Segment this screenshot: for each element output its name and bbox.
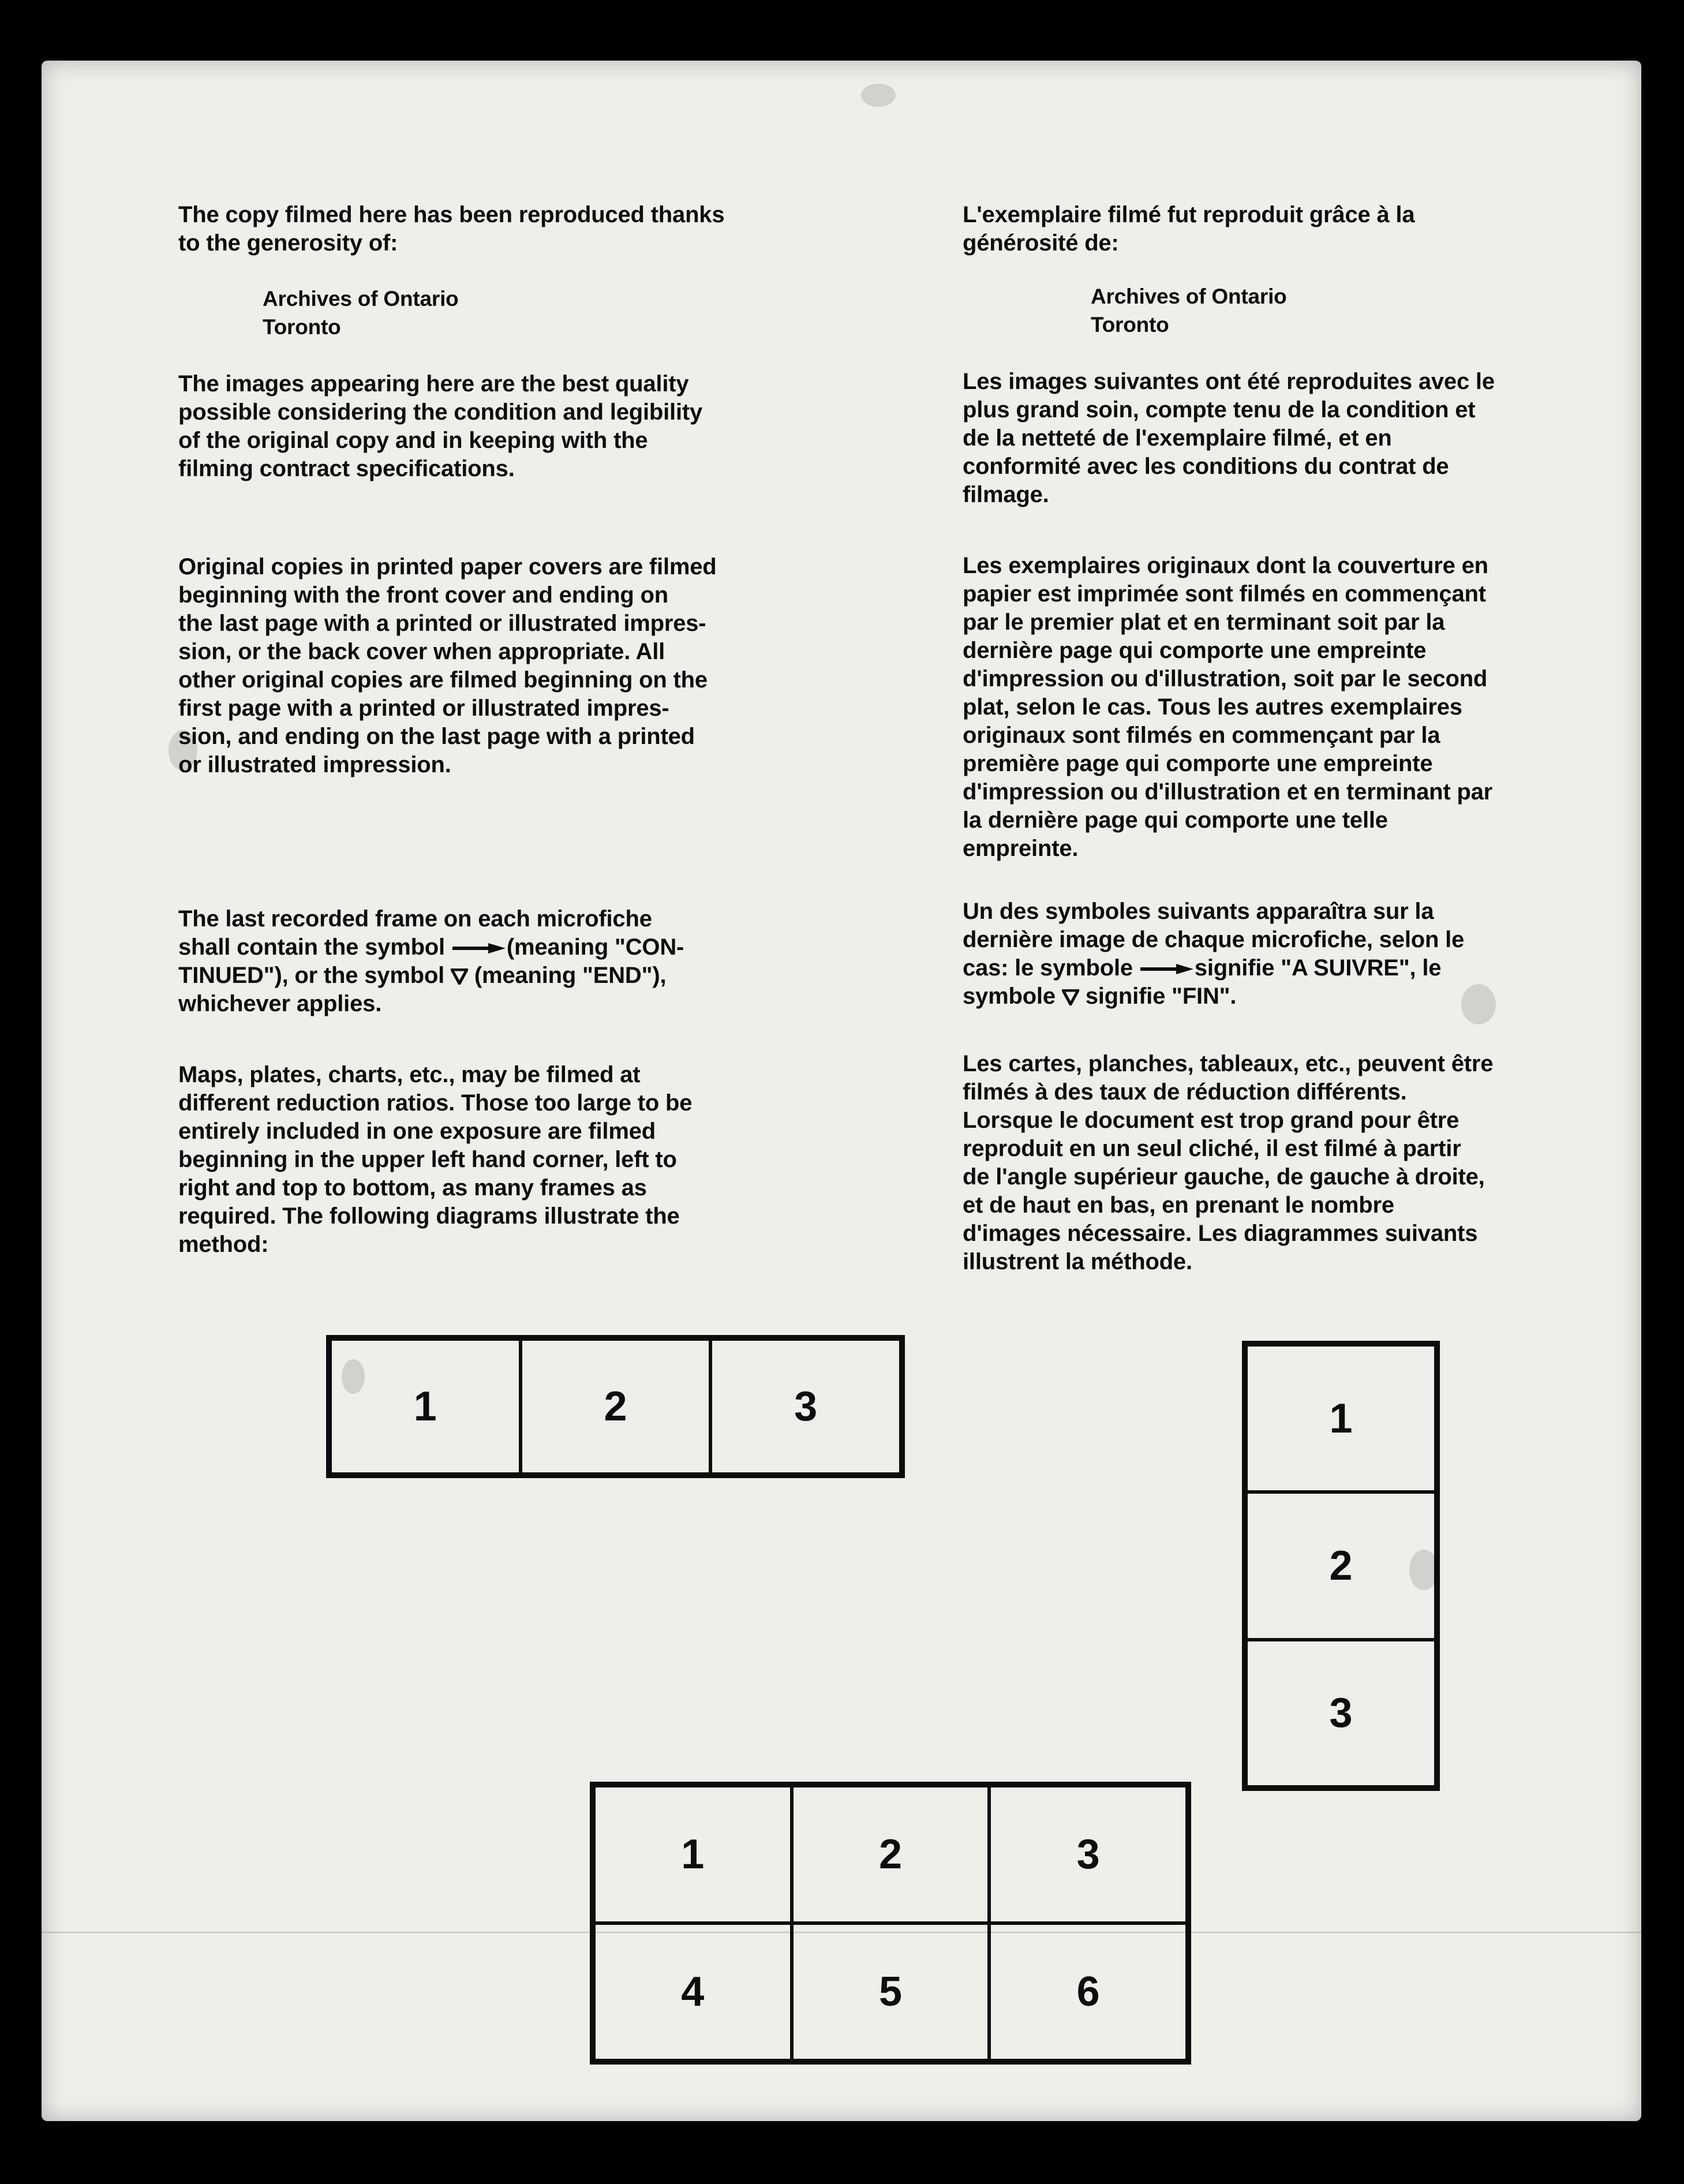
french-column xyxy=(963,201,1615,1276)
french-symbols-text-2: signifie "A SUIVRE", le symbole xyxy=(963,955,1442,1009)
film-speck xyxy=(169,730,197,771)
diagram-frame: 1 xyxy=(330,1339,521,1474)
inverted-triangle-icon xyxy=(1062,989,1079,1005)
film-speck xyxy=(861,84,896,107)
right-arrow-icon xyxy=(1139,963,1195,975)
diagram-six-frames xyxy=(590,1782,1191,2065)
diagram-frame: 6 xyxy=(989,1923,1187,2060)
diagram-frame: 2 xyxy=(1246,1492,1436,1639)
english-intro: The copy filmed here has been reproduced thanks to the generosity of: xyxy=(178,202,725,256)
diagram-horizontal-three-frames xyxy=(326,1335,905,1478)
diagram-frame: 3 xyxy=(1246,1640,1436,1787)
diagram-frame: 3 xyxy=(710,1339,901,1474)
diagram-frame: 1 xyxy=(594,1786,792,1923)
english-address-line-1: Archives of Ontario xyxy=(263,287,459,311)
film-speck xyxy=(1409,1550,1438,1590)
french-symbols-text-3: signifie "FIN". xyxy=(1079,983,1237,1009)
english-column xyxy=(178,201,888,1259)
diagram-frame: 5 xyxy=(792,1923,990,2060)
english-maps-paragraph: Maps, plates, charts, etc., may be filmed at different reduction ratios. Those too large to be entirely included in one exposure are filmed beginning in the upper left hand corner, left to right and top to bottom, as many frames as required. The following diagrams illustrate the method: xyxy=(178,1062,693,1257)
english-quality-paragraph: The images appearing here are the best quality possible considering the condition and legibility of the original copy and in keeping with the filming contract specifications. xyxy=(178,371,703,481)
english-covers-paragraph: Original copies in printed paper covers are filmed beginning with the front cover and ending on the last page with a printed or illustrated impres- sion, or the back cover when appropriate. All other original copies are filmed beginning on the first page with a printed or illustrated impres- sion, and ending on the last page with a printed or illustrated impression. xyxy=(178,554,717,777)
french-symbols-paragraph xyxy=(963,897,1615,1011)
diagram-frame: 2 xyxy=(792,1786,990,1923)
diagram-frame: 3 xyxy=(989,1786,1187,1923)
french-intro: L'exemplaire filmé fut reproduit grâce à la générosité de: xyxy=(963,202,1415,256)
diagram-frame: 4 xyxy=(594,1923,792,2060)
diagram-frame: 2 xyxy=(521,1339,711,1474)
inverted-triangle-icon xyxy=(451,968,468,985)
microfiche-target-page xyxy=(42,61,1641,2121)
english-symbols-text-2: (meaning "CON- TINUED"), or the symbol xyxy=(178,934,684,988)
french-quality-paragraph: Les images suivantes ont été reproduites avec le plus grand soin, compte tenu de la condition et de la netteté de l'exemplaire filmé, et en conformité avec les conditions du contrat de filmage. xyxy=(963,369,1495,507)
french-symbols-text-1: Un des symboles suivants apparaîtra sur la dernière image de chaque microfiche, selon le cas: le symbole xyxy=(963,899,1465,981)
english-symbols-text-1: The last recorded frame on each microfiche shall contain the symbol xyxy=(178,906,652,960)
french-address-line-2: Toronto xyxy=(1091,313,1169,336)
french-covers-paragraph: Les exemplaires originaux dont la couverture en papier est imprimée sont filmés en commençant par le premier plat et en terminant soit par la dernière page qui comporte une empreinte d'impression ou d'illustration, soit par le second plat, selon le cas. Tous les autres exemplaires originaux sont filmés en commençant par la première page qui comporte une empreinte d'impression ou d'illustration et en terminant par la dernière page qui comporte une telle empreinte. xyxy=(963,553,1493,861)
french-maps-paragraph: Les cartes, planches, tableaux, etc., peuvent être filmés à des taux de réduction différents. Lorsque le document est trop grand pour être reproduit en un seul cliché, il est filmé à partir de l'angle supérieur gauche, de gauche à droite, et de haut en bas, en prenant le nombre d'images nécessaire. Les diagrammes suivants illustrent la méthode. xyxy=(963,1051,1494,1274)
film-speck xyxy=(1461,984,1496,1024)
english-symbols-text-3: (meaning "END"), whichever applies. xyxy=(178,963,667,1016)
right-arrow-icon xyxy=(451,943,507,954)
english-symbols-paragraph xyxy=(178,905,888,1018)
english-address-line-2: Toronto xyxy=(263,315,341,339)
film-speck xyxy=(342,1359,365,1394)
french-address-line-1: Archives of Ontario xyxy=(1091,285,1287,308)
diagram-frame: 1 xyxy=(1246,1345,1436,1492)
